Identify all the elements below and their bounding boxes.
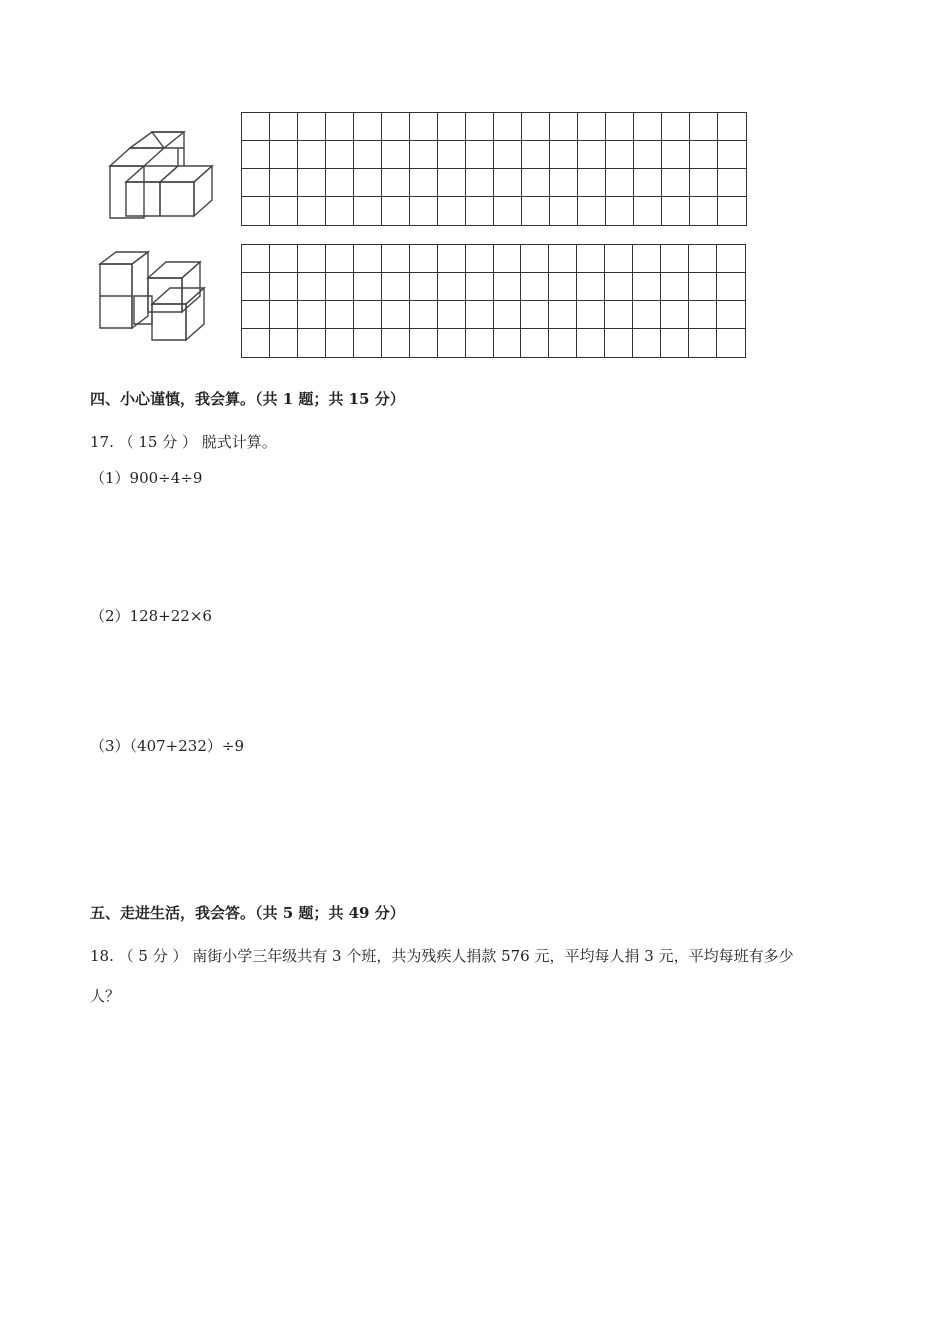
grid-cell [521, 245, 549, 273]
grid-cell [690, 141, 718, 169]
grid-cell [298, 169, 326, 197]
grid-cell [438, 301, 466, 329]
grid-cell [577, 301, 605, 329]
grid-cell [438, 169, 466, 197]
grid-cell [270, 197, 298, 225]
grid-cell [633, 273, 661, 301]
grid-cell [382, 197, 410, 225]
grid-cell [270, 141, 298, 169]
grid-cell [438, 197, 466, 225]
grid-cell [382, 141, 410, 169]
grid-cell [662, 169, 690, 197]
grid-cell [466, 169, 494, 197]
grid-cell [634, 197, 662, 225]
section-4-heading: 四、小心谨慎，我会算。（共 1 题；共 15 分） [90, 390, 405, 408]
grid-cell [522, 197, 550, 225]
grid-cell [326, 197, 354, 225]
question-17-item-3: （3）（407+232）÷9 [90, 737, 244, 755]
grid-cell [577, 329, 605, 357]
grid-cell [494, 273, 522, 301]
grid-cell [605, 245, 633, 273]
grid-cell [354, 273, 382, 301]
grid-cell [410, 113, 438, 141]
section-5-heading: 五、走进生活，我会答。（共 5 题；共 49 分） [90, 904, 405, 922]
grid-cell [634, 169, 662, 197]
grid-cell [549, 329, 577, 357]
grid-cell [382, 169, 410, 197]
grid-cell [438, 329, 466, 357]
grid-cell [661, 301, 689, 329]
grid-cell [382, 273, 410, 301]
grid-cell [606, 169, 634, 197]
grid-cell [298, 329, 326, 357]
grid-cell [410, 245, 438, 273]
grid-cell [438, 273, 466, 301]
grid-cell [326, 329, 354, 357]
grid-cell [270, 329, 298, 357]
grid-cell [633, 245, 661, 273]
grid-cell [410, 301, 438, 329]
grid-cell [717, 273, 745, 301]
grid-cell [522, 169, 550, 197]
grid-cell [298, 141, 326, 169]
grid-cell [606, 113, 634, 141]
grid-cell [242, 169, 270, 197]
grid-cell [298, 301, 326, 329]
grid-cell [718, 113, 746, 141]
grid-cell [521, 329, 549, 357]
grid-cell [494, 329, 522, 357]
grid-cell [633, 301, 661, 329]
grid-cell [690, 169, 718, 197]
question-18-line-1: 18. （ 5 分 ） 南街小学三年级共有 3 个班，共为残疾人捐款 576 元，平均每人捐 3 元，平均每班有多少 [90, 947, 794, 965]
grid-cell [689, 245, 717, 273]
grid-cell [661, 273, 689, 301]
grid-cell [326, 245, 354, 273]
grid-cell [717, 329, 745, 357]
grid-cell [689, 301, 717, 329]
grid-cell [270, 169, 298, 197]
grid-cell [382, 329, 410, 357]
grid-cell [298, 113, 326, 141]
grid-cell [578, 169, 606, 197]
grid-cell [522, 141, 550, 169]
cube-figure-2 [96, 248, 220, 346]
grid-cell [690, 197, 718, 225]
grid-cell [242, 245, 270, 273]
question-17-item-1: （1）900÷4÷9 [90, 469, 203, 487]
grid-cell [550, 113, 578, 141]
grid-cell [354, 197, 382, 225]
grid-cell [550, 141, 578, 169]
grid-cell [242, 141, 270, 169]
question-17-item-2: （2）128+22×6 [90, 607, 212, 625]
grid-cell [578, 197, 606, 225]
drawing-grid-1 [241, 112, 747, 226]
grid-cell [549, 273, 577, 301]
grid-cell [662, 197, 690, 225]
grid-cell [633, 329, 661, 357]
grid-cell [326, 169, 354, 197]
grid-cell [494, 169, 522, 197]
question-18-line-2: 人？ [90, 987, 121, 1005]
grid-cell [382, 245, 410, 273]
grid-cell [605, 273, 633, 301]
grid-cell [549, 301, 577, 329]
grid-cell [438, 245, 466, 273]
grid-cell [577, 245, 605, 273]
grid-cell [521, 301, 549, 329]
grid-cell [270, 273, 298, 301]
grid-cell [577, 273, 605, 301]
grid-cell [634, 141, 662, 169]
grid-cell [270, 301, 298, 329]
grid-cell [718, 141, 746, 169]
grid-cell [494, 197, 522, 225]
grid-cell [326, 301, 354, 329]
drawing-grid-2 [241, 244, 746, 358]
grid-cell [606, 197, 634, 225]
grid-cell [717, 301, 745, 329]
grid-cell [549, 245, 577, 273]
grid-cell [605, 301, 633, 329]
grid-cell [410, 141, 438, 169]
grid-cell [550, 197, 578, 225]
grid-cell [326, 141, 354, 169]
grid-cell [242, 197, 270, 225]
grid-cell [634, 113, 662, 141]
grid-cell [550, 169, 578, 197]
grid-cell [466, 245, 494, 273]
cube-figure-1 [104, 126, 224, 222]
grid-cell [689, 329, 717, 357]
grid-cell [298, 245, 326, 273]
grid-cell [410, 273, 438, 301]
grid-cell [242, 301, 270, 329]
grid-cell [354, 169, 382, 197]
grid-cell [522, 113, 550, 141]
grid-cell [242, 329, 270, 357]
grid-cell [718, 197, 746, 225]
grid-cell [242, 113, 270, 141]
grid-cell [689, 273, 717, 301]
question-17-title: 17. （ 15 分 ） 脱式计算。 [90, 433, 277, 451]
grid-cell [270, 245, 298, 273]
grid-cell [354, 245, 382, 273]
grid-cell [298, 273, 326, 301]
grid-cell [326, 113, 354, 141]
grid-cell [494, 113, 522, 141]
grid-cell [354, 301, 382, 329]
grid-cell [717, 245, 745, 273]
grid-cell [382, 113, 410, 141]
grid-cell [661, 245, 689, 273]
grid-cell [578, 141, 606, 169]
grid-cell [438, 141, 466, 169]
grid-cell [410, 169, 438, 197]
grid-cell [661, 329, 689, 357]
grid-cell [410, 329, 438, 357]
grid-cell [410, 197, 438, 225]
grid-cell [354, 113, 382, 141]
grid-cell [354, 141, 382, 169]
grid-cell [718, 169, 746, 197]
grid-cell [242, 273, 270, 301]
grid-cell [494, 245, 522, 273]
grid-cell [466, 113, 494, 141]
grid-cell [662, 113, 690, 141]
grid-cell [662, 141, 690, 169]
grid-cell [521, 273, 549, 301]
grid-cell [578, 113, 606, 141]
grid-cell [382, 301, 410, 329]
grid-cell [494, 301, 522, 329]
grid-cell [354, 329, 382, 357]
grid-cell [438, 113, 466, 141]
grid-cell [466, 301, 494, 329]
grid-cell [466, 329, 494, 357]
grid-cell [494, 141, 522, 169]
grid-cell [326, 273, 354, 301]
grid-cell [270, 113, 298, 141]
grid-cell [466, 141, 494, 169]
grid-cell [466, 197, 494, 225]
grid-cell [466, 273, 494, 301]
grid-cell [606, 141, 634, 169]
grid-cell [690, 113, 718, 141]
grid-cell [298, 197, 326, 225]
grid-cell [605, 329, 633, 357]
